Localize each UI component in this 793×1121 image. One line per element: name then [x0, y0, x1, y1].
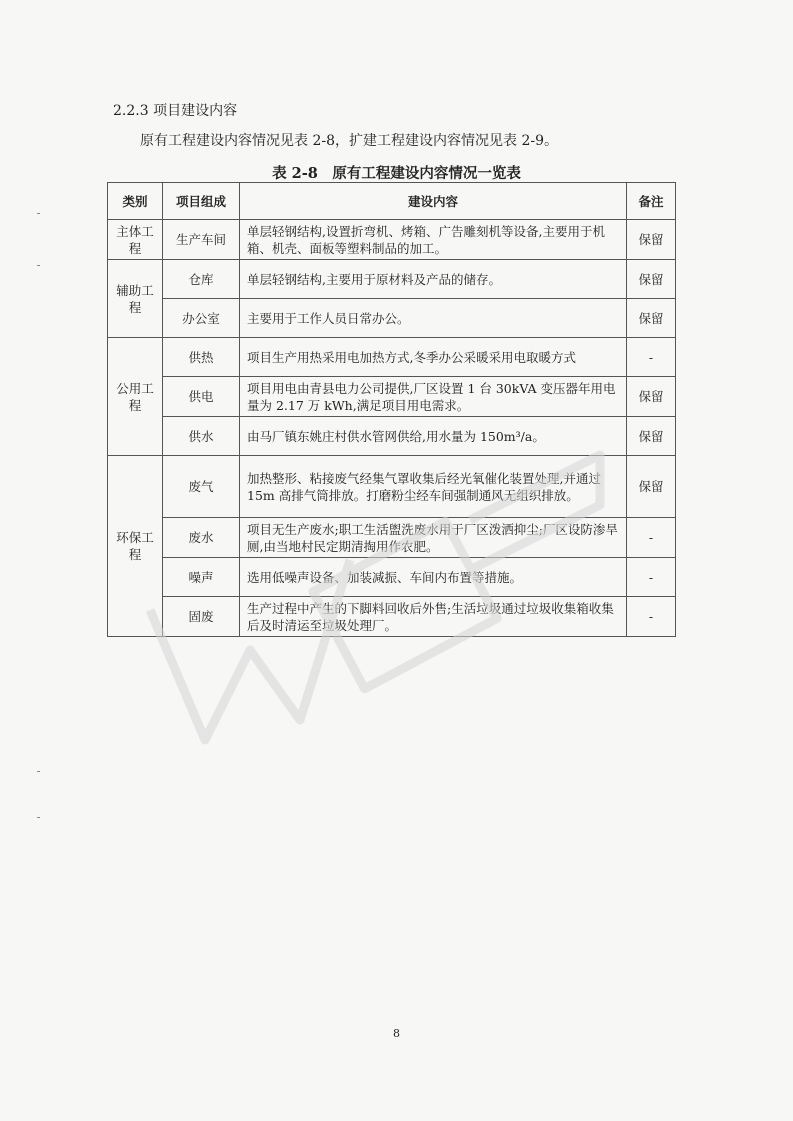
note-cell: 保留 — [627, 299, 676, 338]
table-row — [108, 597, 676, 637]
component-cell: 固废 — [163, 597, 240, 637]
scan-mark — [37, 817, 40, 818]
content-cell: 单层轻钢结构,设置折弯机、烤箱、广告雕刻机等设备,主要用于机箱、机壳、面板等塑料制品的加工。 — [240, 220, 627, 260]
component-cell: 生产车间 — [163, 220, 240, 260]
note-cell: 保留 — [627, 260, 676, 299]
category-cell: 辅助工程 — [108, 260, 163, 338]
note-cell: 保留 — [627, 377, 676, 417]
component-cell: 废水 — [163, 518, 240, 558]
category-cell: 主体工程 — [108, 220, 163, 260]
content-cell: 生产过程中产生的下脚料回收后外售;生活垃圾通过垃圾收集箱收集后及时清运至垃圾处理厂。 — [240, 597, 627, 637]
category-cell: 环保工程 — [108, 456, 163, 637]
intro-paragraph: 原有工程建设内容情况见表 2-8，扩建工程建设内容情况见表 2-9。 — [140, 133, 558, 149]
content-cell: 加热整形、粘接废气经集气罩收集后经光氧催化装置处理,并通过 15m 高排气筒排放。打磨粉尘经车间强制通风无组织排放。 — [240, 456, 627, 518]
scan-mark — [37, 265, 40, 266]
component-cell: 供热 — [163, 338, 240, 377]
component-cell: 供电 — [163, 377, 240, 417]
component-cell: 仓库 — [163, 260, 240, 299]
table-row — [108, 220, 676, 260]
scan-mark — [37, 771, 40, 772]
construction-content-table — [107, 182, 676, 637]
note-cell: - — [627, 597, 676, 637]
table-row — [108, 338, 676, 377]
component-cell: 办公室 — [163, 299, 240, 338]
component-cell: 供水 — [163, 417, 240, 456]
table-caption: 表 2-8 原有工程建设内容情况一览表 — [272, 165, 521, 182]
content-cell: 选用低噪声设备、加装减振、车间内布置等措施。 — [240, 558, 627, 597]
content-cell: 由马厂镇东姚庄村供水管网供给,用水量为 150m³/a。 — [240, 417, 627, 456]
component-cell: 噪声 — [163, 558, 240, 597]
content-cell: 单层轻钢结构,主要用于原材料及产品的储存。 — [240, 260, 627, 299]
note-cell: 保留 — [627, 220, 676, 260]
note-cell: 保留 — [627, 417, 676, 456]
header-content: 建设内容 — [240, 183, 627, 220]
scan-mark — [37, 213, 40, 214]
note-cell: - — [627, 338, 676, 377]
header-category: 类别 — [108, 183, 163, 220]
header-component: 项目组成 — [163, 183, 240, 220]
category-cell: 公用工程 — [108, 338, 163, 456]
note-cell: 保留 — [627, 456, 676, 518]
table-row — [108, 558, 676, 597]
table-row — [108, 417, 676, 456]
note-cell: - — [627, 518, 676, 558]
table-row — [108, 299, 676, 338]
note-cell: - — [627, 558, 676, 597]
content-cell: 项目无生产废水;职工生活盥洗废水用于厂区泼洒抑尘;厂区设防渗旱厕,由当地村民定期清掏用作农肥。 — [240, 518, 627, 558]
content-cell: 项目用电由青县电力公司提供,厂区设置 1 台 30kVA 变压器年用电量为 2.17 万 kWh,满足项目用电需求。 — [240, 377, 627, 417]
header-note: 备注 — [627, 183, 676, 220]
component-cell: 废气 — [163, 456, 240, 518]
content-cell: 主要用于工作人员日常办公。 — [240, 299, 627, 338]
table-row — [108, 260, 676, 299]
table-row — [108, 377, 676, 417]
table-header-row — [108, 183, 676, 220]
section-heading: 2.2.3 项目建设内容 — [113, 103, 238, 119]
table-row — [108, 518, 676, 558]
page-number: 8 — [393, 1027, 400, 1040]
content-cell: 项目生产用热采用电加热方式,冬季办公采暖采用电取暖方式 — [240, 338, 627, 377]
table-row — [108, 456, 676, 518]
